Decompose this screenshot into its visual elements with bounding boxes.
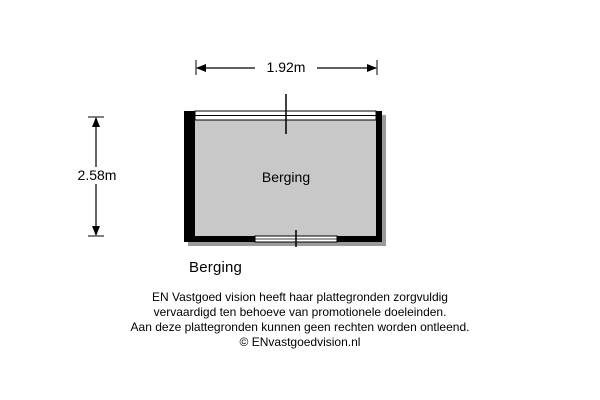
width-dimension	[196, 59, 377, 75]
disclaimer-line: EN Vastgoed vision heeft haar plattegronden zorgvuldig	[152, 290, 448, 304]
height-dimension	[66, 117, 128, 236]
disclaimer-line: Aan deze plattegronden kunnen geen rechten worden ontleend.	[130, 320, 470, 334]
disclaimer-line: vervaardigd ten behoeve van promotionele doeleinden.	[153, 305, 447, 319]
height-label: 2.58m	[77, 167, 117, 183]
disclaimer	[0, 290, 600, 350]
room-label: Berging	[261, 169, 311, 185]
floor-caption: Berging	[189, 259, 243, 276]
width-label: 1.92m	[266, 59, 306, 75]
disclaimer-copyright: © ENvastgoedvision.nl	[239, 335, 361, 349]
